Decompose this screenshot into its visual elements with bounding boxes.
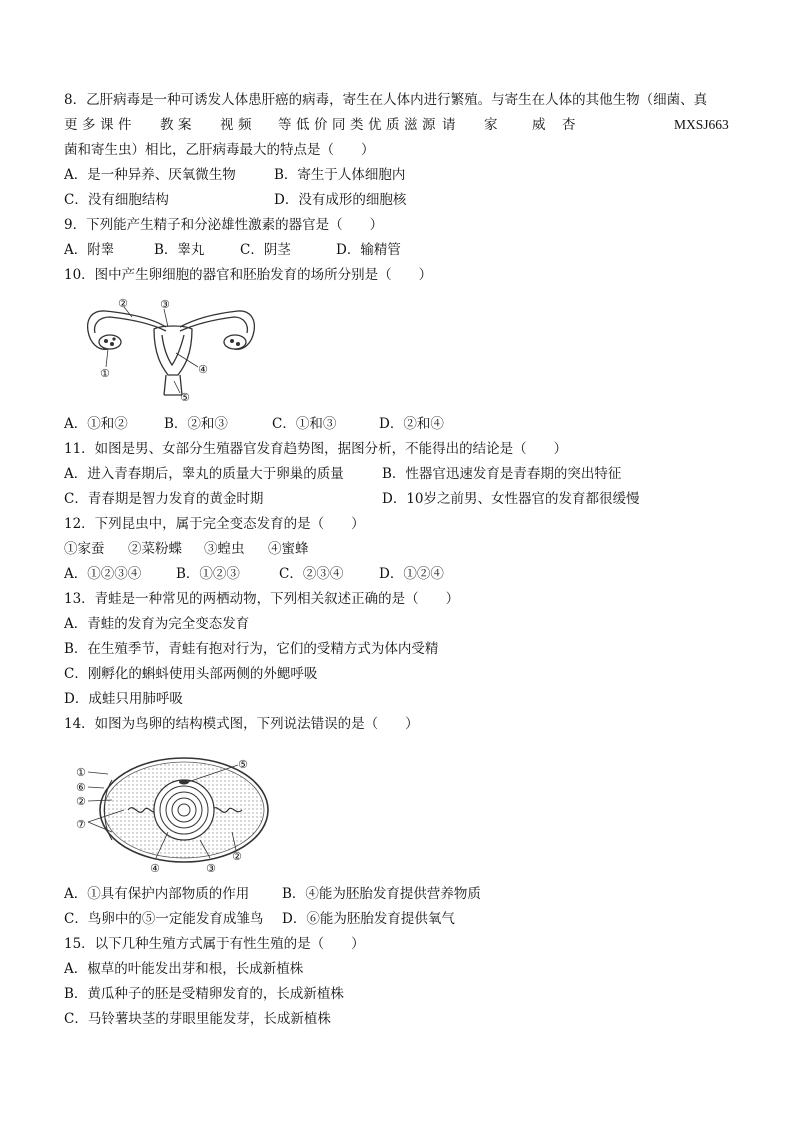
q8-option-a[interactable]: A．是一种异养、厌氧微生物 <box>64 167 236 183</box>
q8-option-b[interactable]: B．寄生于人体细胞内 <box>274 167 406 183</box>
ad-word: 请 <box>442 117 456 133</box>
q14-label-2-left: ② <box>76 795 86 808</box>
q14-option-c[interactable]: C．鸟卵中的⑤一定能发育成雏鸟 <box>64 911 264 927</box>
ad-word: 价 <box>314 117 328 133</box>
ad-word: 威 <box>532 117 546 133</box>
q12-option-a[interactable]: A．①②③④ <box>64 566 142 582</box>
q14-option-d[interactable]: D．⑥能为胚胎发育提供氧气 <box>282 911 455 927</box>
q14-option-b[interactable]: B．④能为胚胎发育提供营养物质 <box>282 886 481 902</box>
ad-word: 频 <box>238 117 252 133</box>
ad-word: 家 <box>484 117 498 133</box>
q10-option-b[interactable]: B．②和③ <box>164 416 228 432</box>
q15-option-c[interactable]: C．马铃薯块茎的芽眼里能发芽，长成新植株 <box>64 1011 331 1027</box>
q11-option-c[interactable]: C．青春期是智力发育的黄金时期 <box>64 491 264 507</box>
q8-stem-line2: 菌和寄生虫）相比，乙肝病毒最大的特点是（ ） <box>64 142 375 158</box>
q14-label-4: ④ <box>150 862 160 875</box>
q14-label-7: ⑦ <box>76 818 86 831</box>
q15-stem: 15．以下几种生殖方式属于有性生殖的是（ ） <box>64 936 365 952</box>
ad-word: 件 <box>118 117 132 133</box>
q13-option-c[interactable]: C．刚孵化的蝌蚪使用头部两侧的外鳃呼吸 <box>64 666 318 682</box>
q11-option-a[interactable]: A．进入青春期后，睾丸的质量大于卵巢的质量 <box>64 466 344 482</box>
q12-option-c[interactable]: C．②③④ <box>279 566 344 582</box>
q12-option-d[interactable]: D．①②④ <box>379 566 444 582</box>
q11-option-b[interactable]: B．性器官迅速发育是青春期的突出特征 <box>382 466 622 482</box>
q10-stem: 10．图中产生卵细胞的器官和胚胎发育的场所分别是（ ） <box>64 267 433 283</box>
q11-stem: 11．如图是男、女部分生殖器官发育趋势图，据图分析，不能得出的结论是（ ） <box>64 441 568 457</box>
q9-stem: 9．下列能产生精子和分泌雄性激素的器官是（ ） <box>64 217 384 233</box>
q14-label-1: ① <box>76 766 86 779</box>
q12-option-b[interactable]: B．①②③ <box>176 566 240 582</box>
q14-stem: 14．如图为鸟卵的结构模式图，下列说法错误的是（ ） <box>64 716 419 732</box>
q10-label-1: ① <box>100 367 110 380</box>
ad-word: 源 <box>422 117 436 133</box>
ad-word: 杏 <box>562 117 576 133</box>
q15-option-b[interactable]: B．黄瓜种子的胚是受精卵发育的，长成新植株 <box>64 986 344 1002</box>
q14-option-a[interactable]: A．①具有保护内部物质的作用 <box>64 886 250 902</box>
ad-code: MXSJ663 <box>674 117 729 132</box>
ad-word: 同 <box>332 117 346 133</box>
q14-label-5: ⑤ <box>238 758 248 771</box>
ad-word: 滋 <box>404 117 418 133</box>
q8-option-c[interactable]: C．没有细胞结构 <box>64 192 169 208</box>
ad-word: 视 <box>220 117 234 133</box>
q10-option-d[interactable]: D．②和④ <box>379 416 444 432</box>
q13-option-d[interactable]: D．成蛙只用肺呼吸 <box>64 691 183 707</box>
ad-word: 类 <box>350 117 364 133</box>
q10-option-a[interactable]: A．①和② <box>64 416 128 432</box>
q13-stem: 13．青蛙是一种常见的两栖动物，下列相关叙述正确的是（ ） <box>64 591 460 607</box>
q13-option-b[interactable]: B．在生殖季节，青蛙有抱对行为，它们的受精方式为体内受精 <box>64 641 439 657</box>
q10-option-c[interactable]: C．①和③ <box>272 416 337 432</box>
q12-item-3: ③蝗虫 <box>204 541 245 557</box>
ad-word: 更 <box>64 117 78 133</box>
q8-option-d[interactable]: D．没有成形的细胞核 <box>274 192 407 208</box>
q10-label-3: ③ <box>160 298 170 311</box>
ad-word: 质 <box>386 117 400 133</box>
bird-egg-structure-figure <box>72 752 272 877</box>
q10-label-4: ④ <box>198 363 208 376</box>
q10-label-5: ⑤ <box>180 391 190 404</box>
q12-stem: 12．下列昆虫中，属于完全变态发育的是（ ） <box>64 516 365 532</box>
q12-item-4: ④蜜蜂 <box>268 541 309 557</box>
ad-word: 课 <box>100 117 114 133</box>
q11-option-d[interactable]: D．10岁之前男、女性器官的发育都很缓慢 <box>382 491 640 507</box>
q12-item-2: ②菜粉蝶 <box>128 541 182 557</box>
q14-label-2-right: ② <box>232 850 242 863</box>
q9-option-a[interactable]: A．附睾 <box>64 242 115 258</box>
ad-word: 多 <box>82 117 96 133</box>
q12-item-1: ①家蚕 <box>64 541 105 557</box>
ad-word: 低 <box>296 117 310 133</box>
female-reproductive-system-figure <box>80 295 260 405</box>
q14-label-6: ⑥ <box>76 781 86 794</box>
ad-word: 等 <box>278 117 292 133</box>
q9-option-c[interactable]: C．阴茎 <box>240 242 291 258</box>
q9-option-d[interactable]: D．输精管 <box>336 242 401 258</box>
ad-word: 优 <box>368 117 382 133</box>
q14-label-3: ③ <box>206 862 216 875</box>
ad-word: 案 <box>178 117 192 133</box>
q15-option-a[interactable]: A．椒草的叶能发出芽和根，长成新植株 <box>64 961 304 977</box>
q9-option-b[interactable]: B．睾丸 <box>154 242 205 258</box>
q13-option-a[interactable]: A．青蛙的发育为完全变态发育 <box>64 616 250 632</box>
q10-label-2: ② <box>118 297 128 310</box>
ad-word: 教 <box>160 117 174 133</box>
q8-stem-line1: 8．乙肝病毒是一种可诱发人体患肝癌的病毒，寄生在人体内进行繁殖。与寄生在人体的其他生物（细菌、真 <box>64 92 708 108</box>
